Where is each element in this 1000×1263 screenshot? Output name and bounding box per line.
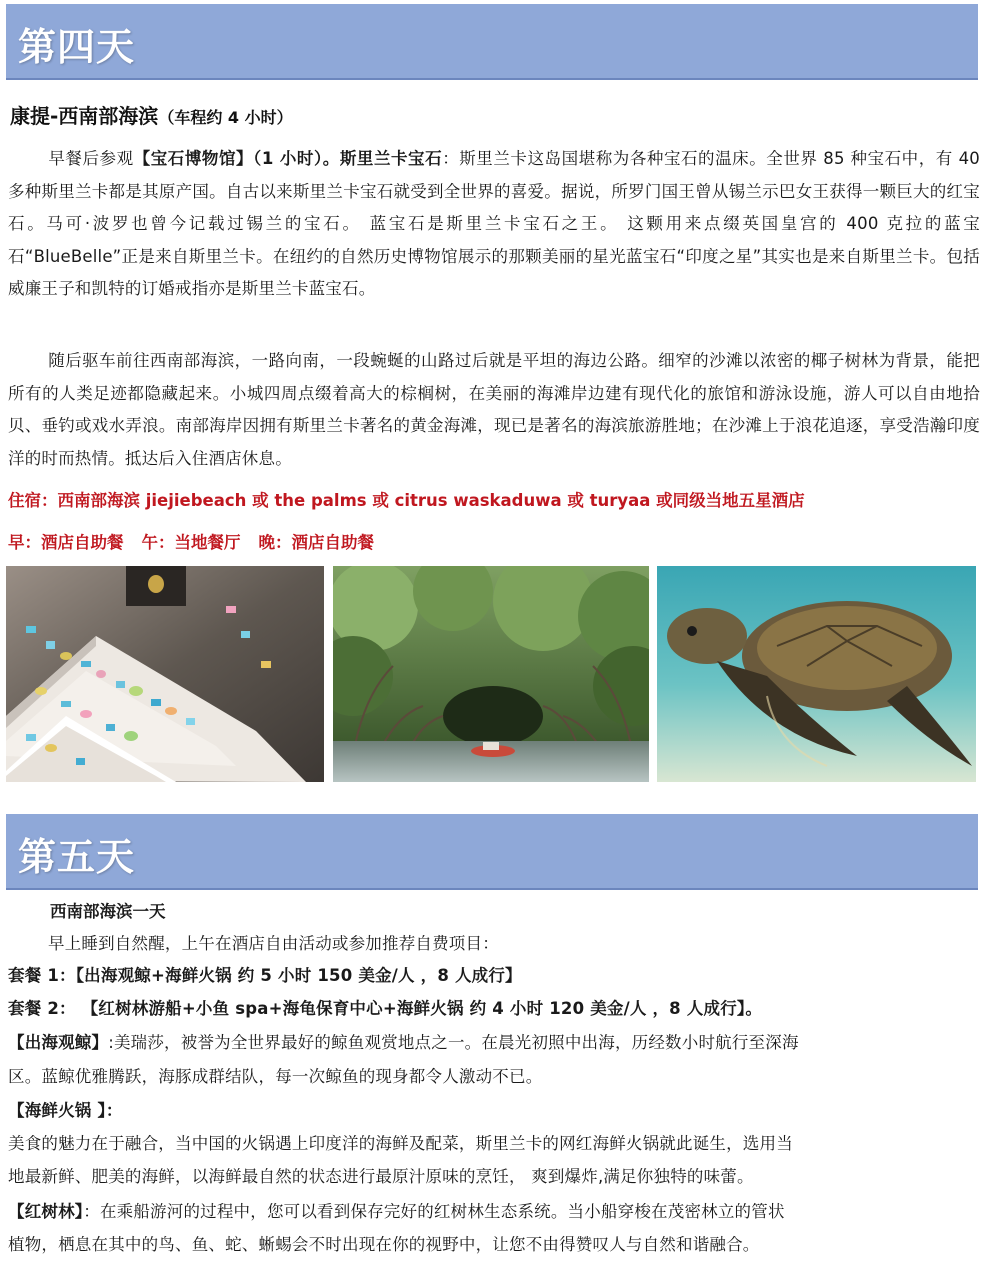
gem-museum-photo	[6, 566, 324, 782]
museum-highlight: 【宝石博物馆】（1 小时）。斯里兰卡宝石	[133, 149, 443, 168]
mangrove-boat-photo	[333, 566, 649, 782]
meals-info	[8, 529, 374, 553]
hotpot-text-1: 美食的魅力在于融合，当中国的火锅遇上印度洋的海鲜及配菜，斯里兰卡的网红海鲜火锅就此诞生，选用当	[8, 1134, 793, 1153]
hotel-info: 住宿：西南部海滨 jiejiebeach 或 the palms 或 citrus waskaduwa 或 turyaa 或同级当地五星酒店	[8, 491, 805, 510]
meal-breakfast: 早：酒店自助餐	[8, 533, 124, 552]
gem-display-illustration	[6, 566, 324, 782]
day4-banner	[6, 4, 978, 80]
day4-title: 第四天	[18, 25, 136, 69]
hotpot-title: 【海鲜火锅 】：	[8, 1101, 123, 1120]
mangrove-line-1	[8, 1196, 980, 1228]
meal-dinner: 晚：酒店自助餐	[258, 533, 374, 552]
mangrove-text-1: ：在乘船游河的过程中，您可以看到保存完好的红树林生态系统。当小船穿梭在茂密林立的管状	[83, 1202, 785, 1221]
day5-heading: 西南部海滨一天	[50, 902, 166, 921]
whale-line-1	[8, 1027, 980, 1059]
package-1: 套餐 1：【出海观鲸+海鲜火锅 约 5 小时 150 美金/人 ，8 人成行】	[8, 966, 522, 985]
museum-paragraph	[8, 143, 980, 306]
coast-paragraph	[8, 345, 980, 475]
whale-text-1: :美瑞莎，被誉为全世界最好的鲸鱼观赏地点之一。在晨光初照中出海，历经数小时航行至深海	[108, 1033, 799, 1052]
mangrove-text-2: 植物，栖息在其中的鸟、鱼、蛇、蜥蜴会不时出现在你的视野中，让您不由得赞叹人与自然和谐融合。	[8, 1235, 760, 1254]
sea-turtle-photo	[657, 566, 976, 782]
turtle-illustration	[657, 566, 976, 782]
mangrove-illustration	[333, 566, 649, 782]
day4-route: 康提-西南部海滨	[10, 104, 159, 128]
day5-banner	[6, 814, 978, 890]
day5-intro: 早上睡到自然醒，上午在酒店自由活动或参加推荐自费项目：	[48, 934, 499, 953]
day5-title: 第五天	[18, 835, 136, 879]
package-2: 套餐 2： 【红树林游船+小鱼 spa+海龟保育中心+海鲜火锅 约 4 小时 120 美金/人 ，8 人成行】。	[8, 999, 763, 1018]
day4-route-title	[10, 100, 293, 129]
meal-lunch: 午：当地餐厅	[141, 533, 241, 552]
mangrove-title: 【红树林】	[8, 1202, 84, 1221]
whale-title: 【出海观鲸】	[8, 1033, 109, 1052]
day5-intro-line	[8, 928, 980, 960]
hotpot-text-2: 地最新鲜、肥美的海鲜，以海鲜最自然的状态进行最原汁原味的烹饪， 爽到爆炸,满足你独特的味蕾。	[8, 1167, 754, 1186]
day4-route-note: （车程约 4 小时）	[158, 108, 293, 127]
coast-text: 随后驱车前往西南部海滨，一路向南，一段蜿蜒的山路过后就是平坦的海边公路。细窄的沙滩以浓密的椰子树林为背景，能把所有的人类足迹都隐藏起来。小城四周点缀着高大的棕榈树，在美丽的海滩岸边建有现代化的旅馆和游泳设施，游人可以自由地拾贝、垂钓或戏水弄浪。南部海岸因拥有斯里兰卡著名的黄金海滩，现已是著名的海滨旅游胜地；在沙滩上于浪花追逐，享受浩瀚印度洋的时而热情。抵达后入住酒店休息。	[8, 351, 980, 468]
museum-lead: 早餐后参观	[48, 149, 134, 168]
whale-text-2: 区。蓝鲸优雅腾跃，海豚成群结队，每一次鲸鱼的现身都令人激动不已。	[8, 1067, 543, 1086]
museum-body: ：斯里兰卡这岛国堪称为各种宝石的温床。全世界 85 种宝石中，有 40 多种斯里兰卡都是其原产国。自古以来斯里兰卡宝石就受到全世界的喜爱。据说，所罗门国王曾从锡兰示巴女王获得一颗巨大的红宝石。马可·波罗也曾今记载过锡兰的宝石。 蓝宝石是斯里兰卡宝石之王。 这颗用来点缀英国皇宫的 400 克拉的蓝宝石“BlueBelle”正是来自斯里兰卡。在纽约的自然历史博物馆展示的那颗美丽的星光蓝宝石“印度之星”其实也是来自斯里兰卡。包括威廉王子和凯特的订婚戒指亦是斯里兰卡蓝宝石。	[8, 149, 981, 298]
